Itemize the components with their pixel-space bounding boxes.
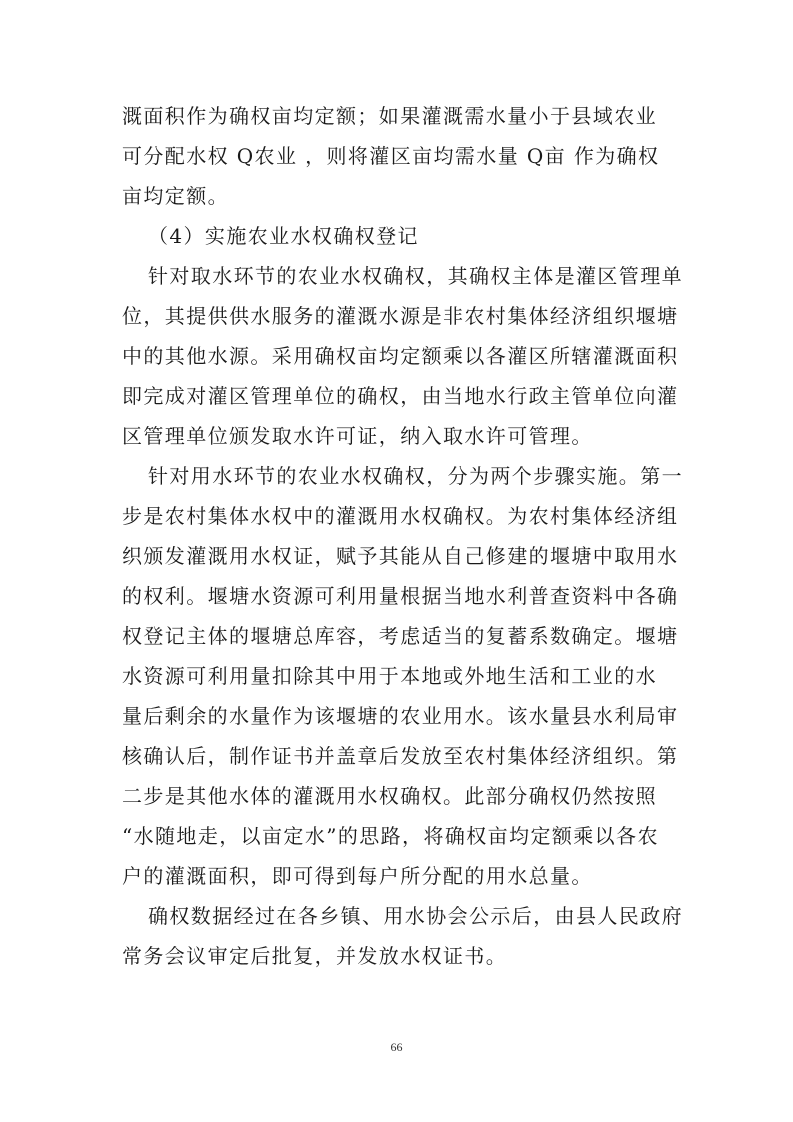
text-line: 即完成对灌区管理单位的确权，由当地水行政主管单位向灌 bbox=[122, 384, 679, 408]
text-line: 织颁发灌溉用水权证，赋予其能从自己修建的堰塘中取用水 bbox=[122, 544, 679, 568]
text-line: 量后剩余的水量作为该堰塘的农业用水。该水量县水利局审 bbox=[122, 704, 679, 728]
text-line: 常务会议审定后批复，并发放水权证书。 bbox=[122, 944, 508, 968]
paragraph-start: 针对取水环节的农业水权确权，其确权主体是灌区管理单 bbox=[148, 264, 683, 288]
text-line: 可分配水权 Q农业 ，则将灌区亩均需水量 Q亩 作为确权 bbox=[122, 144, 660, 168]
text-line: 二步是其他水体的灌溉用水权确权。此部分确权仍然按照 bbox=[122, 784, 657, 808]
paragraph-start: 针对用水环节的农业水权确权，分为两个步骤实施。第一 bbox=[148, 464, 683, 488]
text-line: 核确认后，制作证书并盖章后发放至农村集体经济组织。第 bbox=[122, 744, 679, 768]
section-heading: （4）实施农业水权确权登记 bbox=[148, 224, 419, 248]
text-line: 步是农村集体水权中的灌溉用水权确权。为农村集体经济组 bbox=[122, 504, 679, 528]
page-number: 66 bbox=[390, 1040, 403, 1054]
paragraph-start: 确权数据经过在各乡镇、用水协会公示后，由县人民政府 bbox=[148, 904, 683, 928]
text-line: “水随地走，以亩定水”的思路，将确权亩均定额乘以各农 bbox=[122, 824, 659, 848]
text-line: 区管理单位颁发取水许可证，纳入取水许可管理。 bbox=[122, 424, 593, 448]
text-line: 中的其他水源。采用确权亩均定额乘以各灌区所辖灌溉面积 bbox=[122, 344, 679, 368]
text-line: 的权利。堰塘水资源可利用量根据当地水利普查资料中各确 bbox=[122, 584, 679, 608]
text-line: 溉面积作为确权亩均定额；如果灌溉需水量小于县域农业 bbox=[122, 104, 657, 128]
text-line: 亩均定额。 bbox=[122, 184, 229, 208]
text-line: 户的灌溉面积，即可得到每户所分配的用水总量。 bbox=[122, 864, 593, 888]
text-line: 水资源可利用量扣除其中用于本地或外地生活和工业的水 bbox=[122, 664, 657, 688]
text-line: 位，其提供供水服务的灌溉水源是非农村集体经济组织堰塘 bbox=[122, 304, 679, 328]
text-line: 权登记主体的堰塘总库容，考虑适当的复蓄系数确定。堰塘 bbox=[122, 624, 679, 648]
document-body bbox=[122, 96, 682, 976]
